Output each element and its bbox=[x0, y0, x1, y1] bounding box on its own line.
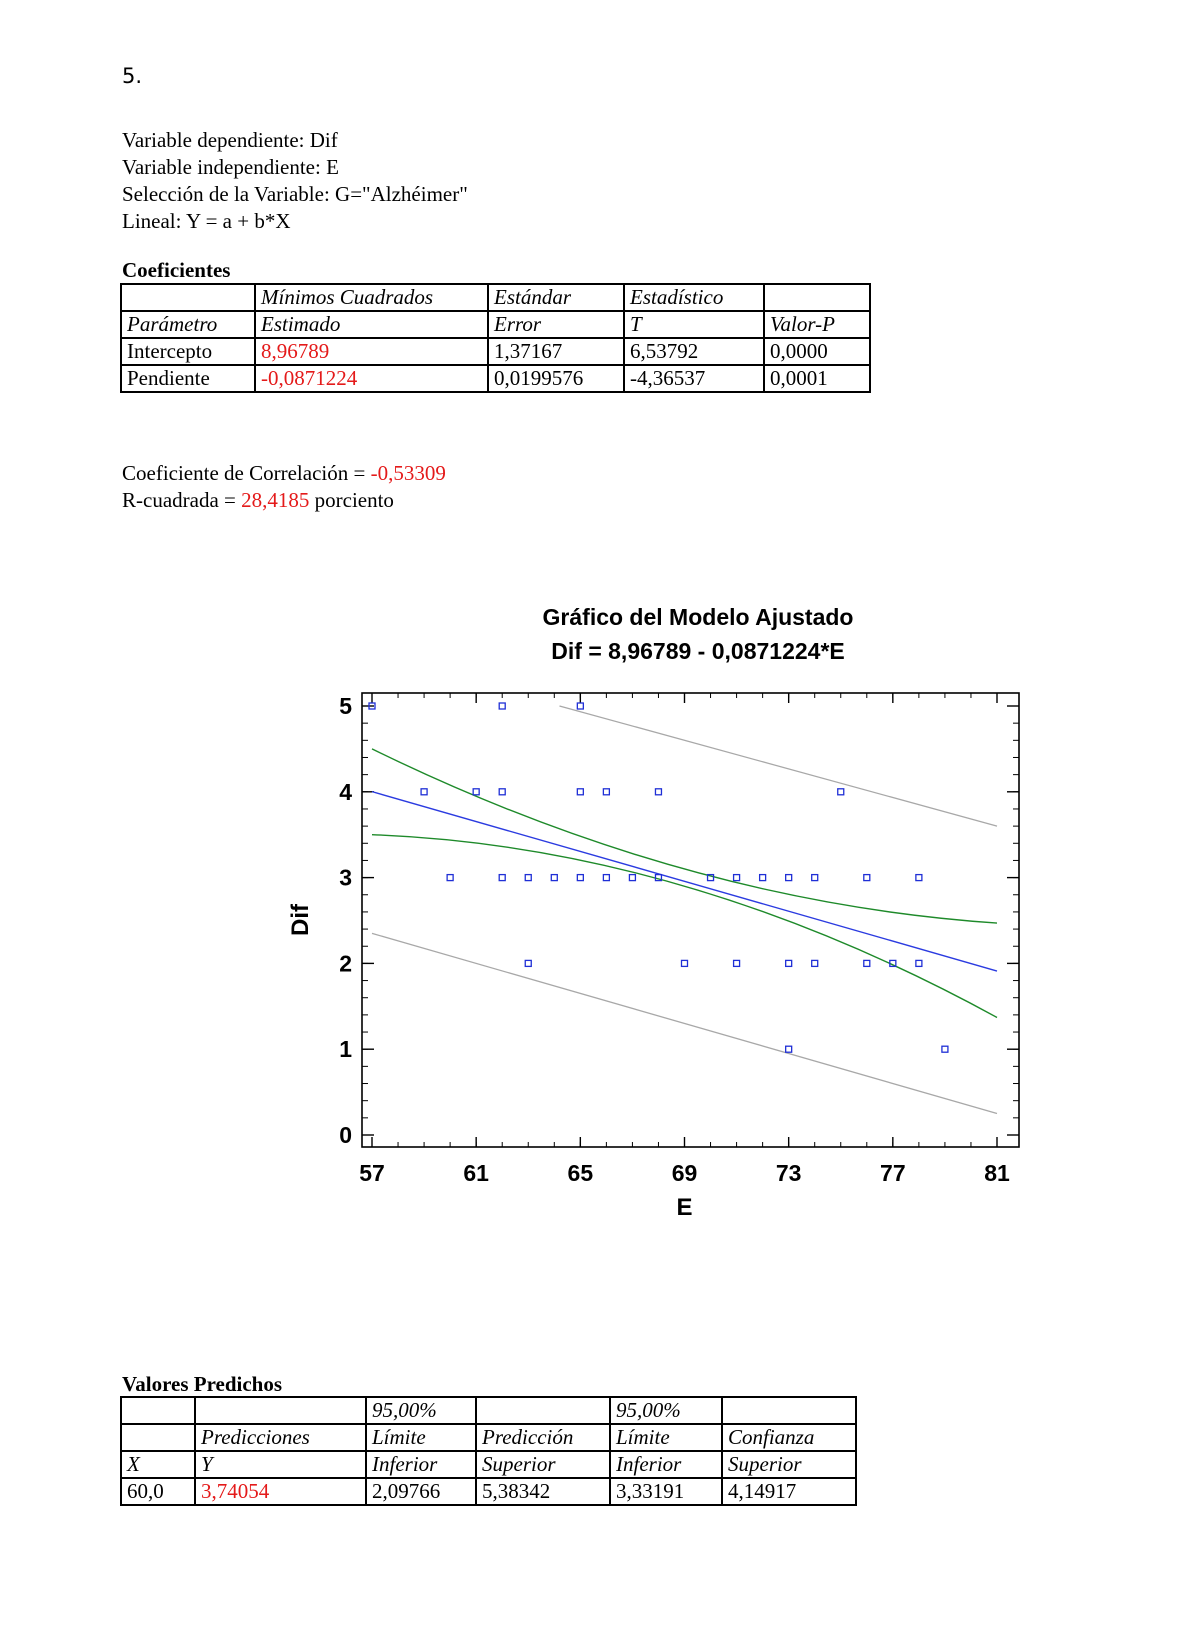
data-point bbox=[499, 875, 505, 881]
table-cell: 0,0000 bbox=[764, 338, 870, 365]
header-cell: Superior bbox=[476, 1451, 610, 1478]
table-header-row bbox=[121, 1397, 856, 1424]
header-cell bbox=[121, 1397, 195, 1424]
table-cell: 60,0 bbox=[121, 1478, 195, 1505]
header-cell bbox=[195, 1397, 366, 1424]
data-point bbox=[864, 875, 870, 881]
header-cell: Estimado bbox=[255, 311, 488, 338]
data-point bbox=[499, 789, 505, 795]
header-cell: Valor-P bbox=[764, 311, 870, 338]
y-tick-label: 1 bbox=[339, 1036, 352, 1063]
data-point bbox=[551, 875, 557, 881]
table-cell: 3,74054 bbox=[195, 1478, 366, 1505]
header-cell: Límite bbox=[366, 1424, 476, 1451]
data-point bbox=[421, 789, 427, 795]
table-cell: 8,96789 bbox=[255, 338, 488, 365]
chart-subtitle: Dif = 8,96789 - 0,0871224*E bbox=[551, 638, 845, 664]
data-point bbox=[603, 875, 609, 881]
data-point bbox=[525, 960, 531, 966]
table-cell: 4,14917 bbox=[722, 1478, 856, 1505]
data-point bbox=[655, 789, 661, 795]
table-cell: 0,0199576 bbox=[488, 365, 624, 392]
header-cell bbox=[476, 1397, 610, 1424]
header-cell: 95,00% bbox=[610, 1397, 722, 1424]
x-tick-label: 73 bbox=[775, 1160, 802, 1186]
y-tick-label: 2 bbox=[339, 950, 352, 977]
header-cell: T bbox=[624, 311, 764, 338]
r-squared-label: R-cuadrada = bbox=[122, 488, 242, 512]
table-cell: 3,33191 bbox=[610, 1478, 722, 1505]
header-cell: X bbox=[121, 1451, 195, 1478]
data-point bbox=[577, 703, 583, 709]
header-cell: Parámetro bbox=[121, 311, 255, 338]
header-cell: Confianza bbox=[722, 1424, 856, 1451]
data-point bbox=[525, 875, 531, 881]
y-tick-label: 4 bbox=[339, 778, 352, 805]
table-cell: 2,09766 bbox=[366, 1478, 476, 1505]
data-point bbox=[786, 960, 792, 966]
table-header-row bbox=[121, 1451, 856, 1478]
y-tick-label: 3 bbox=[339, 864, 352, 891]
chart-title: Gráfico del Modelo Ajustado bbox=[542, 604, 854, 630]
data-point bbox=[786, 1046, 792, 1052]
data-point bbox=[812, 960, 818, 966]
data-point bbox=[734, 960, 740, 966]
data-point bbox=[942, 1046, 948, 1052]
table-cell: Pendiente bbox=[121, 365, 255, 392]
data-point bbox=[577, 789, 583, 795]
data-point bbox=[916, 960, 922, 966]
table-row bbox=[121, 1478, 856, 1505]
data-point bbox=[499, 703, 505, 709]
header-cell: Límite bbox=[610, 1424, 722, 1451]
header-cell: Predicciones bbox=[195, 1424, 366, 1451]
x-tick-label: 65 bbox=[567, 1160, 594, 1186]
header-cell: Error bbox=[488, 311, 624, 338]
table-cell: Intercepto bbox=[121, 338, 255, 365]
data-point bbox=[734, 875, 740, 881]
data-point bbox=[473, 789, 479, 795]
data-point bbox=[812, 875, 818, 881]
data-point bbox=[682, 960, 688, 966]
r-squared-value: 28,4185 bbox=[241, 488, 310, 512]
header-cell: Y bbox=[195, 1451, 366, 1478]
predicted-values-heading: Valores Predichos bbox=[122, 1372, 283, 1396]
y-tick-label: 5 bbox=[339, 693, 352, 719]
x-tick-label: 61 bbox=[463, 1160, 489, 1186]
plot-frame bbox=[362, 693, 1019, 1147]
x-tick-label: 57 bbox=[359, 1160, 385, 1186]
data-point bbox=[838, 789, 844, 795]
header-cell: Estadístico bbox=[624, 284, 764, 311]
variable-selection: Selección de la Variable: G="Alzhéimer" bbox=[122, 182, 468, 206]
table-cell: 1,37167 bbox=[488, 338, 624, 365]
y-tick-label: 0 bbox=[339, 1122, 352, 1148]
x-tick-label: 69 bbox=[671, 1160, 698, 1186]
table-cell: -0,0871224 bbox=[255, 365, 488, 392]
table-cell: 5,38342 bbox=[476, 1478, 610, 1505]
header-cell: Inferior bbox=[366, 1451, 476, 1478]
data-point bbox=[864, 960, 870, 966]
y-axis-label: Dif bbox=[287, 904, 314, 936]
confidence-limit-upper bbox=[372, 749, 997, 923]
section-number: 5. bbox=[122, 64, 143, 88]
fitted-line bbox=[372, 792, 997, 971]
data-point bbox=[629, 875, 635, 881]
header-cell bbox=[121, 1424, 195, 1451]
table-cell: 6,53792 bbox=[624, 338, 764, 365]
x-tick-label: 77 bbox=[880, 1160, 906, 1186]
header-cell bbox=[722, 1397, 856, 1424]
prediction-limit-upper bbox=[560, 706, 998, 826]
correlation-value: -0,53309 bbox=[370, 461, 446, 485]
data-point bbox=[577, 875, 583, 881]
predicted-values-table bbox=[120, 1396, 857, 1506]
data-point bbox=[447, 875, 453, 881]
header-cell: Predicción bbox=[476, 1424, 610, 1451]
table-cell: 0,0001 bbox=[764, 365, 870, 392]
data-point bbox=[760, 875, 766, 881]
header-cell: 95,00% bbox=[366, 1397, 476, 1424]
independent-variable: Variable independiente: E bbox=[122, 155, 339, 179]
model-formula: Lineal: Y = a + b*X bbox=[122, 209, 291, 233]
correlation-label: Coeficiente de Correlación = bbox=[122, 461, 371, 485]
data-point bbox=[786, 875, 792, 881]
x-axis-label: E bbox=[676, 1194, 693, 1221]
x-tick-label: 81 bbox=[984, 1160, 1010, 1186]
confidence-limit-lower bbox=[372, 835, 997, 1018]
coefficients-heading: Coeficientes bbox=[122, 258, 231, 282]
r-squared-unit: porciento bbox=[309, 488, 394, 512]
table-header-row bbox=[121, 1424, 856, 1451]
dependent-variable: Variable dependiente: Dif bbox=[122, 128, 338, 152]
data-point bbox=[916, 875, 922, 881]
header-cell: Superior bbox=[722, 1451, 856, 1478]
header-cell: Mínimos Cuadrados bbox=[255, 284, 488, 311]
data-point bbox=[603, 789, 609, 795]
table-cell: -4,36537 bbox=[624, 365, 764, 392]
header-cell: Inferior bbox=[610, 1451, 722, 1478]
header-cell: Estándar bbox=[488, 284, 624, 311]
